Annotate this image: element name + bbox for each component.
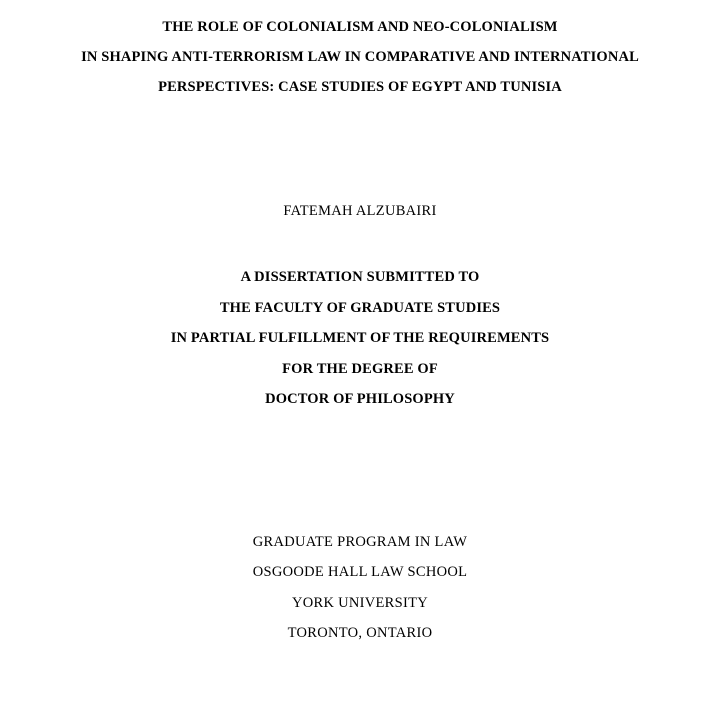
institution-line-1: GRADUATE PROGRAM IN LAW [252,533,468,550]
title-page [0,12,720,723]
submission-line-3: IN PARTIAL FULFILLMENT OF THE REQUIREMENTS [170,330,550,346]
submission-line-2: THE FACULTY OF GRADUATE STUDIES [219,299,501,316]
dissertation-title [0,12,720,102]
submission-line-1: A DISSERTATION SUBMITTED TO [240,269,480,285]
institution-block [0,527,720,649]
title-line-1: THE ROLE OF COLONIALISM AND NEO-COLONIALISM [162,19,558,35]
institution-line-3: YORK UNIVERSITY [291,594,429,611]
author-block [0,200,720,222]
institution-line-2: OSGOODE HALL LAW SCHOOL [252,564,468,580]
author-name: FATEMAH ALZUBAIRI [283,203,437,219]
submission-line-4: FOR THE DEGREE OF [282,360,438,377]
title-line-2: IN SHAPING ANTI-TERRORISM LAW IN COMPARATIVE AND INTERNATIONAL [81,49,639,65]
title-line-3: PERSPECTIVES: CASE STUDIES OF EGYPT AND TUNISIA [158,79,562,95]
submission-statement [0,262,720,415]
submission-line-5: DOCTOR OF PHILOSOPHY [265,391,455,407]
institution-line-4: TORONTO, ONTARIO [287,625,433,641]
